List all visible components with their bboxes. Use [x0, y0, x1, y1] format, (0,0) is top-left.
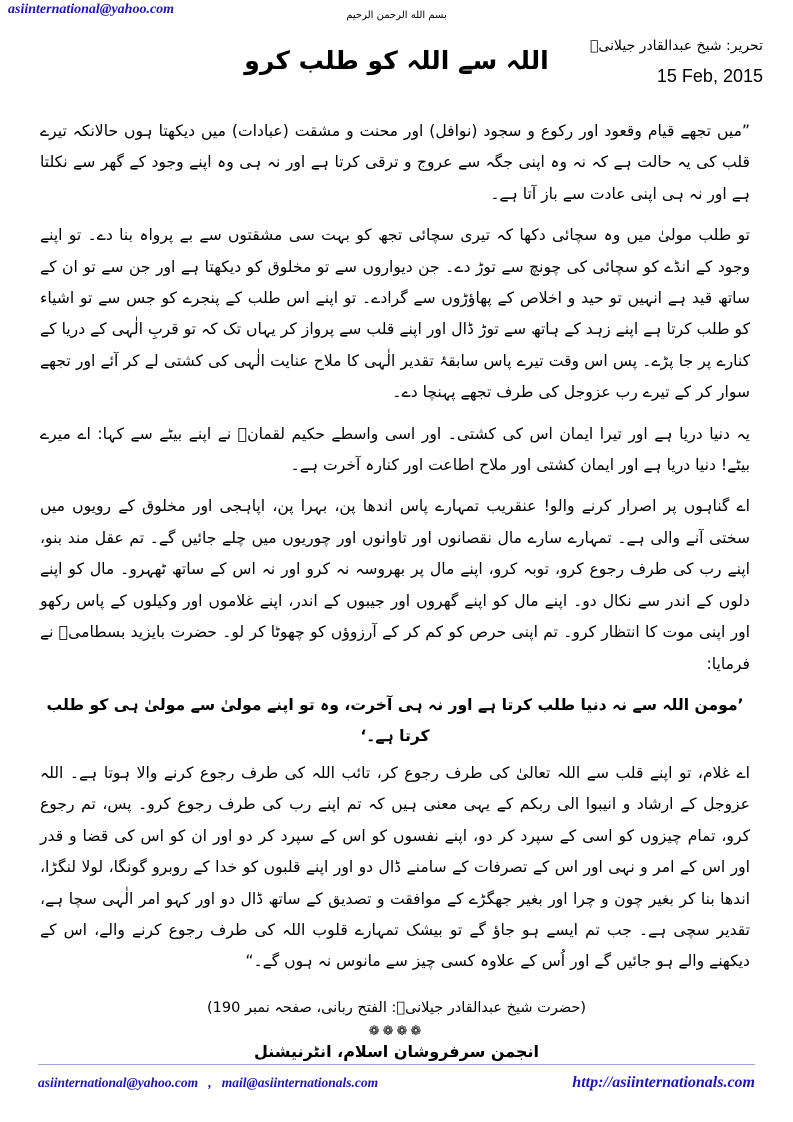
paragraph-1: ”میں تجھے قیام وقعود اور رکوع و سجود (نوافل) اور محنت و مشقت (عبادات) میں دیکھتا ہوں حالانکہ تیرے قلب کی یہ حالت ہے کہ نہ وہ اپنی جگہ سے عروج و ترقی کرتا ہے اور نہ ہی وہ اپنے وجود کے گھر سے نکلتا ہے اور نہ ہی اپنی عادت سے باز آتا ہے۔ [40, 122, 750, 203]
author-line: تحریر: شیخ عبدالقادر جیلانیؒ [590, 38, 763, 54]
footer-emails [38, 1075, 378, 1091]
website-link[interactable]: http://asiinternationals.com [572, 1074, 755, 1091]
organization-name: انجمن سرفروشان اسلام، انٹرنیشنل [253, 1042, 540, 1061]
paragraph-closing: اے غلام، تو اپنے قلب سے اللہ تعالیٰ کی طرف رجوع کر، تائب اللہ کی طرف رجوع کرنے والا ہوتا ہے۔ اللہ عزوجل کے ارشاد و انیبوا الی ربکم کے یہی معنی ہیں کہ تم اپنے رب کی طرف رجوع کرو۔ پس، تم رجوع کرو، تمام چیزوں کو اسی کے سپرد کر دو، اپنے نفسوں کو اس کے سپرد کر دو اور ان کو اس کی قضا و قدر اور اس کے امر و نہی اور اس کے تصرفات کے سامنے ڈال دو اور اپنے قلبوں کو خدا کے روبرو گونگا، لولا لنگڑا، اندھا بنا کر بغیر چون و چرا اور بغیر جھگڑے کے موافقت و تصدیق کے ساتھ ڈال دو اور کہو امر الٰہی سچا ہے، تقدیر سچی ہے۔ جب تم ایسے ہو جاؤ گے تو بیشک تمہارے قلوب اللہ کی طرف رجوع کرنے والے، اس کے دیکھنے والے ہو جائیں گے اور اُس کے علاوہ کسی چیز سے مانوس نہ ہوں گے۔“ [40, 763, 750, 971]
paragraph-4: اے گناہوں پر اصرار کرنے والو! عنقریب تمہارے پاس اندھا پن، بہرا پن، اپاہجی اور مخلوق کے رویوں میں سختی آنے والی ہے۔ تمہارے سارے مال نقصانوں اور تاوانوں اور چوریوں میں چلے جائیں گے۔ تم عقل مند بنو، اپنے رب کی طرف رجوع کرو، توبہ کرو، اپنے مال پر بھروسہ نہ کرو اور نہ اس کے ساتھ ٹھہرو۔ مال کو اپنے دلوں کے اندر سے نکال دو۔ اپنے مال کو اپنے گھروں اور جیبوں کے اندر، اپنے غلاموں اور وکیلوں کے پاس رکھو اور اپنی موت کا انتظار کرو۔ تم اپنی حرص کو کم کر کے آرزوؤں کو چھوٹا کر لو۔ حضرت بایزید بسطامیؒ نے فرمایا: [40, 497, 750, 673]
footer-divider [38, 1064, 755, 1065]
header-email-link[interactable]: asiinternational@yahoo.com [8, 2, 175, 17]
flower-ornament: ❁❁❁❁ [368, 1024, 425, 1039]
article-body [40, 116, 750, 988]
paragraph-3: یہ دنیا دریا ہے اور تیرا ایمان اس کی کشتی۔ اور اسی واسطے حکیم لقمانؒ نے اپنے بیٹے سے کہا: اے میرے بیٹے! دنیا دریا ہے اور ایمان کشتی اور ملاح اطاعت اور کنارہ آخرت ہے۔ [40, 424, 750, 475]
quote-bayazid: ’مومن اللہ سے نہ دنیا طلب کرتا ہے اور نہ ہی آخرت، وہ تو اپنے مولیٰ سے مولیٰ ہی کو طلب کرتا ہے۔‘ [46, 695, 744, 745]
footer-email-primary-link[interactable]: asiinternational@yahoo.com [38, 1075, 199, 1090]
bismillah: بسم الله الرحمن الرحیم [346, 10, 447, 21]
footer-email-secondary-link[interactable]: mail@asiinternationals.com [221, 1075, 379, 1090]
paragraph-2: تو طلب مولیٰ میں وہ سچائی دکھا کہ تیری سچائی تجھ کو بہت سی مشقتوں سے بے پرواہ بنا دے۔ تو اپنے وجود کے انڈے کو سچائی کی چونچ سے توڑ دے۔ جن دیواروں سے تو مخلوق کو دیکھتا ہے اور جن سے تو ان کے ساتھ قید ہے انہیں تو حید و اخلاص کے پھاؤڑوں سے گرادے۔ تو اپنے اس طلب کے پنجرے کو جس سے تو اشیاء کو طلب کرتا ہے اپنے زہد کے ہاتھ سے توڑ ڈال اور اپنے قلب سے پرواز کر یہاں تک کہ تو قربِ الٰہی کے دریا کے کنارے پر جا پڑے۔ پس اس وقت تیرے پاس سابقۂ تقدیر الٰہی کا ملاح عنایت الٰہی کی کشتی لے کر آئے اور تجھے سوار کر کے تیرے رب عزوجل کی طرف تجھے پہنچا دے۔ [40, 226, 750, 402]
publish-date: 15 Feb, 2015 [656, 66, 763, 86]
page-title: اللہ سے اللہ کو طلب کرو [244, 46, 549, 75]
source-reference: (حضرت شیخ عبدالقادر جیلانیؒ: الفتح ربانی، صفحہ نمبر 190) [206, 1000, 587, 1016]
email-separator: , [208, 1075, 212, 1090]
